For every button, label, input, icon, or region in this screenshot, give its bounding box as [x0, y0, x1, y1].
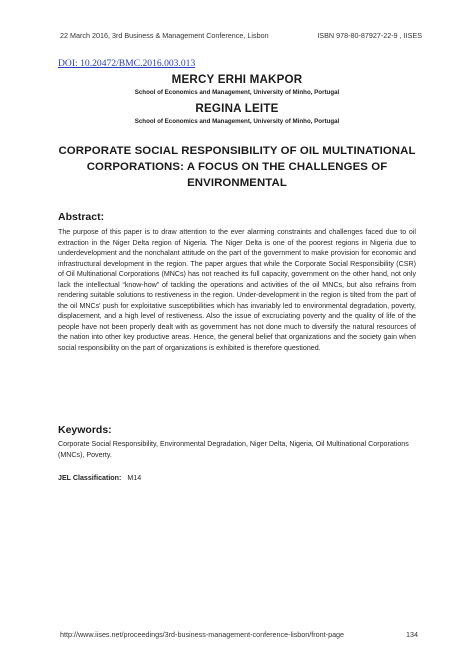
author-affiliation: School of Economics and Management, University of Minho, Portugal: [134, 118, 340, 125]
jel-value: M14: [127, 474, 142, 482]
page-footer: [60, 630, 418, 639]
doi-link[interactable]: DOI: 10.20472/BMC.2016.003.013: [58, 58, 196, 69]
author-block: [58, 73, 416, 96]
author-name: REGINA LEITE: [195, 102, 279, 115]
running-header: [60, 31, 422, 40]
abstract-text: The purpose of this paper is to draw attention to the ever alarming constraints and challenges faced due to oil extraction in the Niger Delta region of Nigeria. The Niger Delta is one of the poorest regions in Nigeria due to underdevelopment and the nonchalant attitude on the part of the government to make provision for economic and infrastructural development in the region. The paper argues that while the Corporate Social Responsibility (CSR) of Oil Multinational Corporations (MNCs) has not reached its full capacity, government on the other hand, not only lack the intellectual “know-how” of tackling the operations and activities of the oil MNCs, but also refrains from rendering suitable solutions to restiveness in the region. Under-development in the region is tilted from the part of the oil MNCs' push for exploitative susceptibilities which has invariably led to environmental degradation, poverty, displacement, and a high level of restiveness. Also the issue of excruciating poverty and the quality of life of the people have not been properly dealt with as government has not done much to diversify the natural resources of the nation into other key productive areas. Hence, the general belief that organizations and the society gain when social responsibility on the part of organizations is exhibited is therefore questioned.: [58, 228, 416, 352]
conference-info: 22 March 2016, 3rd Business & Management Conference, Lisbon: [60, 31, 269, 40]
keywords-heading: Keywords:: [58, 424, 112, 436]
abstract-heading: Abstract:: [58, 211, 105, 223]
paper-title: CORPORATE SOCIAL RESPONSIBILITY OF OIL MULTINATIONAL CORPORATIONS: A FOCUS ON THE CHALLENGES OF ENVIRONMENTAL: [58, 145, 416, 189]
page-number: 134: [406, 630, 418, 639]
jel-label: JEL Classification:: [58, 474, 122, 482]
jel-classification: [58, 474, 141, 482]
footer-url[interactable]: http://www.iises.net/proceedings/3rd-business-management-conference-lisbon/front-page: [60, 630, 345, 639]
author-block: [58, 102, 416, 125]
isbn-info: ISBN 978-80-87927-22-9 , IISES: [317, 31, 422, 40]
keywords-text: Corporate Social Responsibility, Environmental Degradation, Niger Delta, Nigeria, Oil Multinational Corporations (MNCs), Poverty.: [58, 440, 409, 459]
author-name: MERCY ERHI MAKPOR: [171, 73, 303, 86]
author-affiliation: School of Economics and Management, University of Minho, Portugal: [134, 89, 340, 96]
